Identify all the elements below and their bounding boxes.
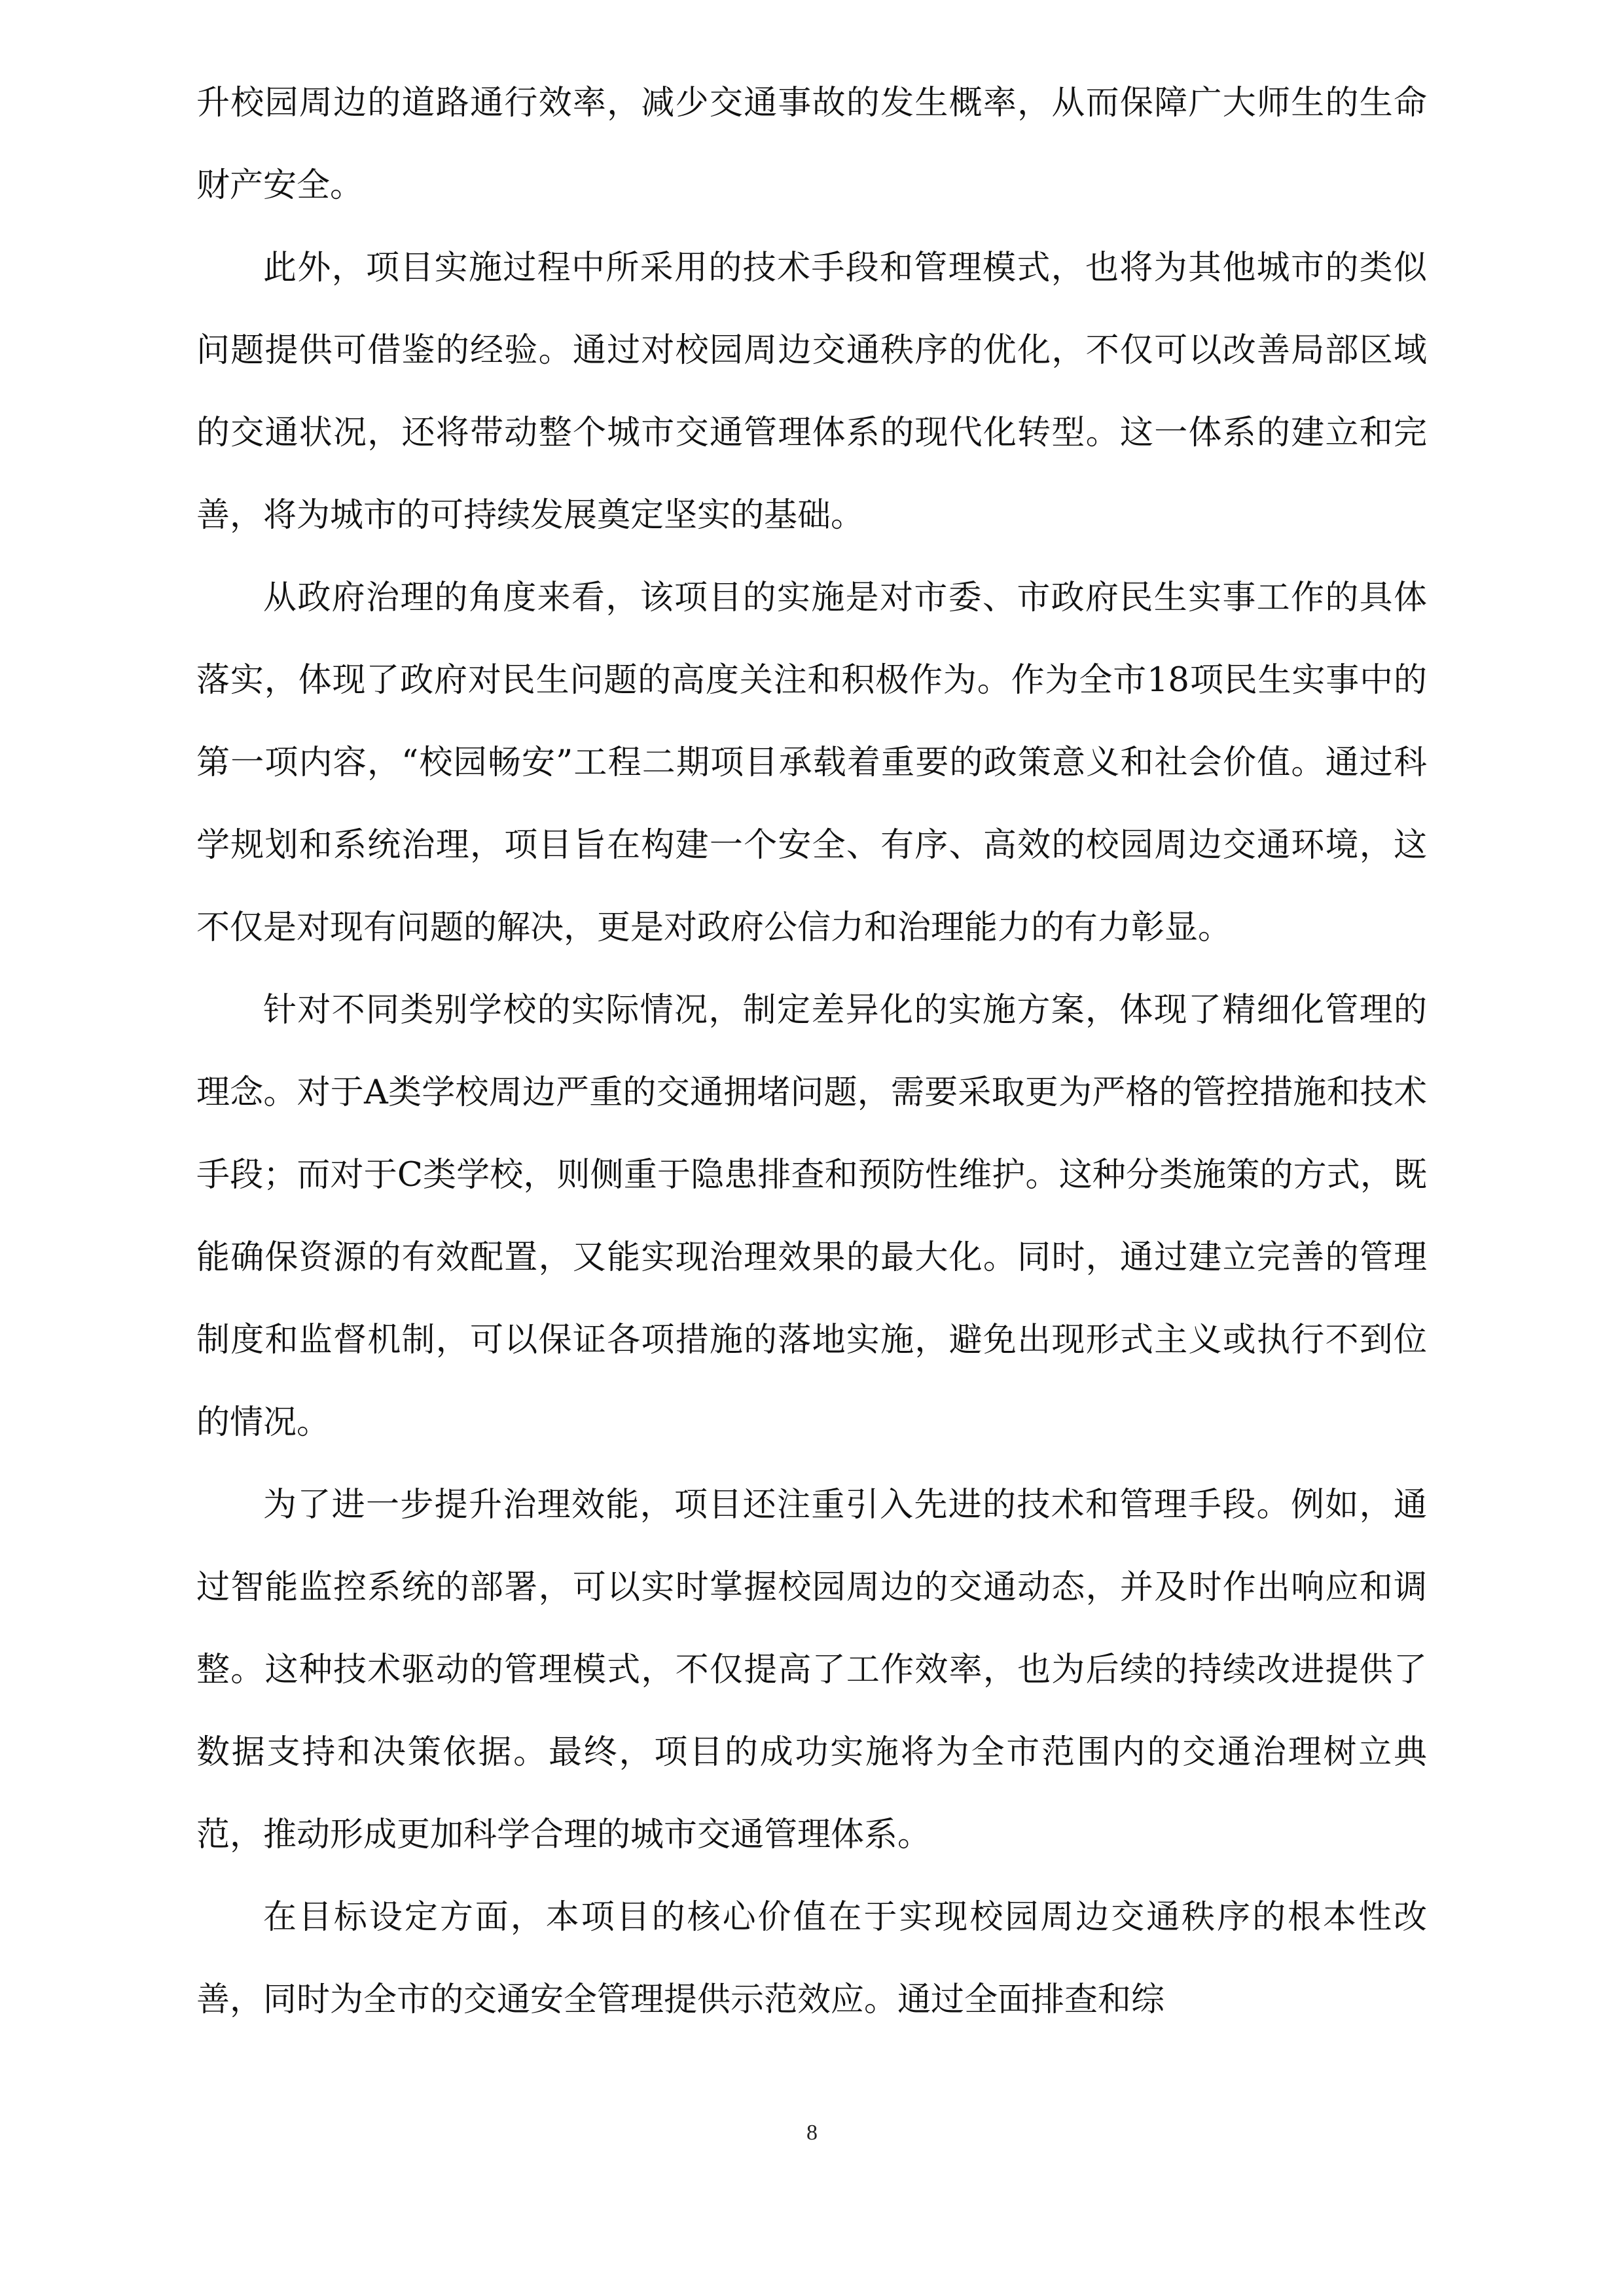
- paragraph: 为了进一步提升治理效能，项目还注重引入先进的技术和管理手段。例如，通过智能监控系统的部署，可以实时掌握校园周边的交通动态，并及时作出响应和调整。这种技术驱动的管理模式，不仅提高了工作效率，也为后续的持续改进提供了数据支持和决策依据。最终，项目的成功实施将为全市范围内的交通治理树立典范，推动形成更加科学合理的城市交通管理体系。: [196, 1486, 1427, 1854]
- paragraph: 从政府治理的角度来看，该项目的实施是对市委、市政府民生实事工作的具体落实，体现了政府对民生问题的高度关注和积极作为。作为全市18项民生实事中的第一项内容，“校园畅安”工程二期项目承载着重要的政策意义和社会价值。通过科学规划和系统治理，项目旨在构建一个安全、有序、高效的校园周边交通环境，这不仅是对现有问题的解决，更是对政府公信力和治理能力的有力彰显。: [196, 579, 1427, 947]
- page-number: 8: [806, 2121, 818, 2145]
- paragraph: 针对不同类别学校的实际情况，制定差异化的实施方案，体现了精细化管理的理念。对于A类学校周边严重的交通拥堵问题，需要采取更为严格的管控措施和技术手段；而对于C类学校，则侧重于隐患排查和预防性维护。这种分类施策的方式，既能确保资源的有效配置，又能实现治理效果的最大化。同时，通过建立完善的管理制度和监督机制，可以保证各项措施的落地实施，避免出现形式主义或执行不到位的情况。: [196, 991, 1427, 1442]
- paragraph-continued: 升校园周边的道路通行效率，减少交通事故的发生概率，从而保障广大师生的生命财产安全。: [196, 84, 1427, 205]
- document-body: [196, 62, 1427, 2041]
- paragraph: 此外，项目实施过程中所采用的技术手段和管理模式，也将为其他城市的类似问题提供可借鉴的经验。通过对校园周边交通秩序的优化，不仅可以改善局部区域的交通状况，还将带动整个城市交通管理体系的现代化转型。这一体系的建立和完善，将为城市的可持续发展奠定坚实的基础。: [196, 249, 1427, 535]
- paragraph: 在目标设定方面，本项目的核心价值在于实现校园周边交通秩序的根本性改善，同时为全市的交通安全管理提供示范效应。通过全面排查和综: [196, 1898, 1427, 2019]
